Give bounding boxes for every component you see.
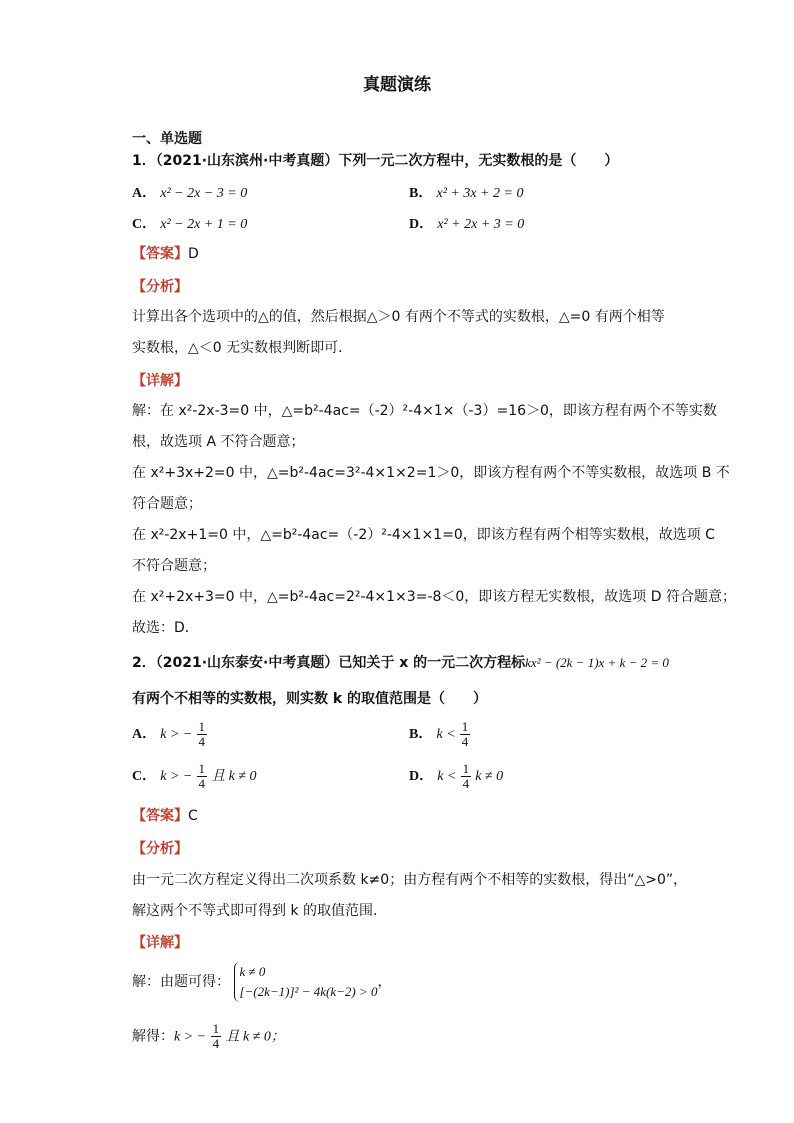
q1-detail-line-8: 故选：D． [132,620,199,636]
q1-detail-line-7: 在 x²+2x+3=0 中，△=b²-4ac=2²-4×1×3=-8＜0，即该方程无实数根，故选项 D 符合题意； [132,589,736,605]
q1-detail-line-2: 根，故选项 A 不符合题意； [132,434,305,450]
section-heading: 一、单选题 [132,131,202,147]
numerator: 1 [198,761,206,776]
equation-system [234,962,377,1002]
q1-option-a [132,182,247,202]
q2-answer [132,806,198,826]
option-label: B． [409,186,433,201]
q2-analysis-tag: 【分析】 [132,841,188,857]
option-label: D． [409,769,434,784]
denominator: 4 [198,734,206,749]
question-2-stem-line-1 [132,652,669,672]
answer-tag: 【答案】 [132,246,188,262]
option-label: A． [132,186,157,201]
q1-detail-line-4: 符合题意； [132,496,202,512]
option-expr: x² + 3x + 2 = 0 [436,186,524,201]
option-expr: k > − [160,727,193,742]
fraction [460,720,471,749]
q1-option-b [409,182,523,202]
denominator: 4 [461,734,469,749]
q1-detail-tag: 【详解】 [132,373,188,389]
option-condition: k ≠ 0 [475,769,504,784]
option-label: A． [132,727,157,742]
result-condition: 且 k ≠ 0； [225,1029,285,1045]
detail-prefix: 解：由题可得： [132,974,230,990]
q2-option-b [409,720,470,749]
q2-analysis-line-1: 由一元二次方程定义得出二次项系数 k≠0；由方程有两个不相等的实数根，得出“△>0”， [132,872,688,888]
option-expr: x² − 2x − 3 = 0 [160,186,248,201]
q2-detail-system [132,962,391,1006]
q1-analysis-line-2: 实数根，△＜0 无实数根判断即可． [132,340,353,356]
result-prefix: 解得： [132,1028,174,1045]
option-expr: k < [436,727,456,742]
option-label: C． [132,217,157,232]
numerator: 1 [198,719,206,734]
denominator: 4 [198,776,206,791]
option-condition: 且 k ≠ 0 [211,769,257,784]
q1-option-d [409,213,524,233]
page-title: 真题演练 [363,75,431,95]
denominator: 4 [212,1036,220,1051]
numerator: 1 [462,761,470,776]
option-expr: k < [437,769,457,784]
answer-value: D [188,246,199,262]
result-expr: k > − [174,1029,207,1045]
q2-analysis-line-2: 解这两个不等式即可得到 k 的取值范围． [132,903,388,919]
q1-answer [132,244,199,264]
q1-analysis-line-1: 计算出各个选项中的△的值，然后根据△＞0 有两个不等式的实数根，△=0 有两个相等 [132,309,665,325]
fraction [197,720,208,749]
option-label: C． [132,769,157,784]
option-label: B． [409,727,433,742]
stem-text: 2．（2021·山东泰安·中考真题）已知关于 x 的一元二次方程标 [132,655,526,671]
option-expr: k > − [160,769,193,784]
numerator: 1 [212,1021,220,1036]
q1-detail-line-1: 解：在 x²-2x-3=0 中，△=b²-4ac=（-2）²-4×1×（-3）=16＞0，即该方程有两个不等实数 [132,403,717,419]
q2-detail-tag: 【详解】 [132,935,188,951]
denominator: 4 [462,776,470,791]
q1-option-c [132,213,247,233]
q2-option-a [132,720,207,749]
answer-value: C [188,808,198,824]
question-1-stem: 1．（2021·山东滨州·中考真题）下列一元二次方程中，无实数根的是（ ） [132,153,619,169]
q2-option-c [132,762,257,791]
system-line-1: k ≠ 0 [239,964,266,979]
option-expr: x² − 2x + 1 = 0 [160,217,248,232]
option-label: D． [409,217,434,232]
q2-option-d [409,762,503,791]
fraction [211,1022,222,1051]
stem-equation: kx² − (2k − 1)x + k − 2 = 0 [525,655,669,670]
q1-detail-line-5: 在 x²-2x+1=0 中，△=b²-4ac=（-2）²-4×1×1=0，即该方程有两个相等实数根，故选项 C [132,527,715,543]
q1-analysis-tag: 【分析】 [132,279,188,295]
q1-detail-line-3: 在 x²+3x+2=0 中，△=b²-4ac=3²-4×1×2=1＞0，即该方程有两个不等实数根，故选项 B 不 [132,465,730,481]
system-suffix: ， [377,974,392,990]
q1-detail-line-6: 不符合题意； [132,558,216,574]
system-line-2: [−(2k−1)]² − 4k(k−2) > 0 [239,984,378,999]
option-expr: x² + 2x + 3 = 0 [437,217,525,232]
numerator: 1 [461,719,469,734]
answer-tag: 【答案】 [132,808,188,824]
question-2-stem-line-2: 有两个不相等的实数根，则实数 k 的取值范围是（ ） [132,691,488,707]
fraction [197,762,208,791]
fraction [461,762,472,791]
q2-detail-result [132,1022,285,1051]
